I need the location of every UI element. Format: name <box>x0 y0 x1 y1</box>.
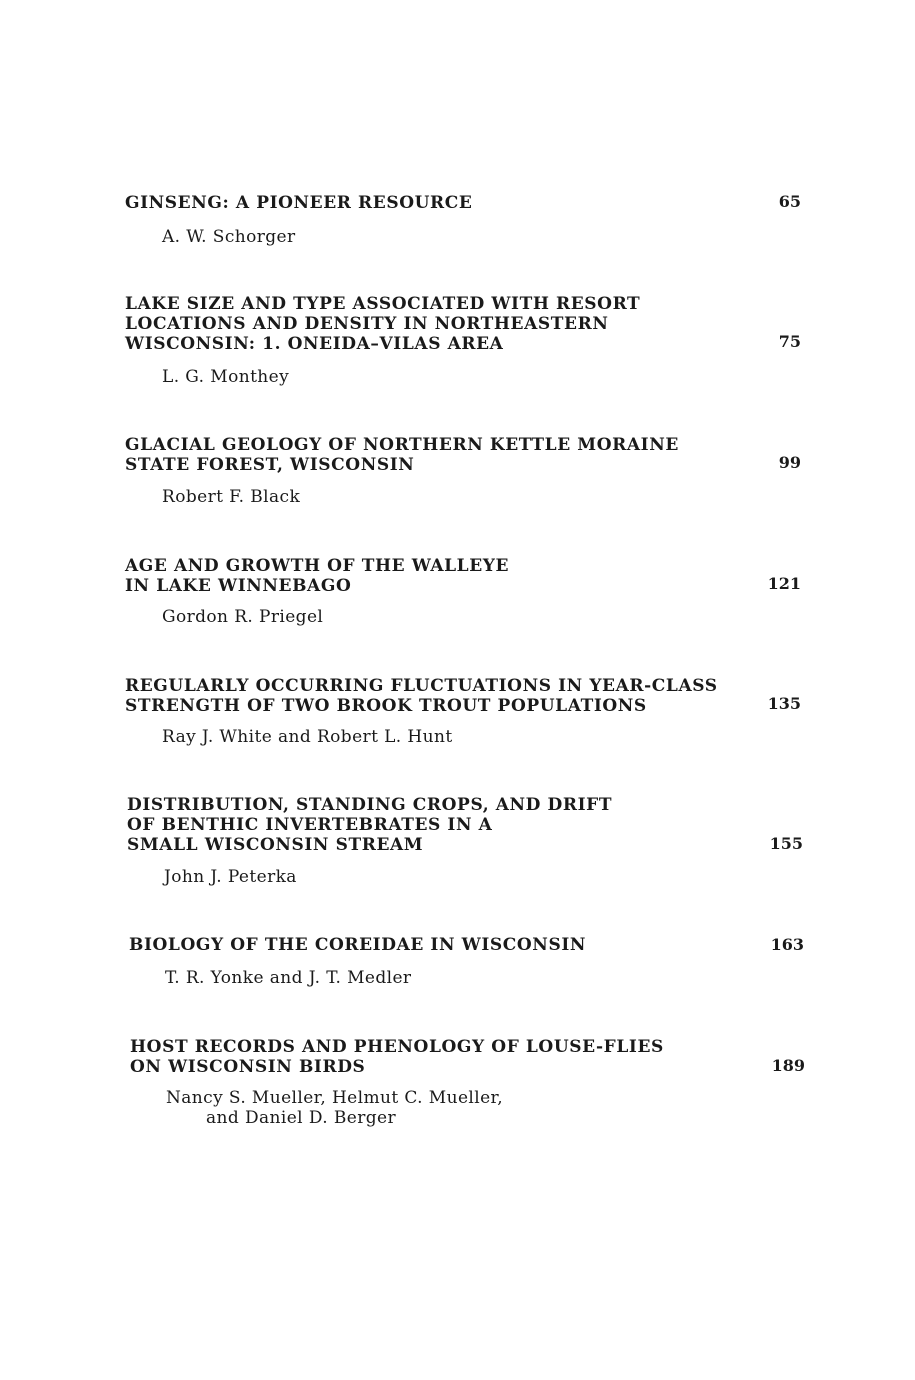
title-line: HOST RECORDS AND PHENOLOGY OF LOUSE-FLIES <box>130 1037 664 1057</box>
title-line: REGULARLY OCCURRING FLUCTUATIONS IN YEAR-CLASS <box>125 676 718 696</box>
page-number: 99 <box>778 453 801 472</box>
page-number: 135 <box>767 694 801 713</box>
page-number: 163 <box>770 935 804 954</box>
title-line: DISTRIBUTION, STANDING CROPS, AND DRIFT <box>127 795 613 815</box>
title-line: ON WISCONSIN BIRDS <box>130 1057 366 1077</box>
page-number: 65 <box>778 192 801 211</box>
author-line: and Daniel D. Berger <box>206 1108 397 1128</box>
author-line: Nancy S. Mueller, Helmut C. Mueller, <box>166 1088 504 1108</box>
author-line: Gordon R. Priegel <box>162 607 324 627</box>
author-line: Ray J. White and Robert L. Hunt <box>162 727 453 747</box>
page-number: 155 <box>769 834 803 853</box>
article-title <box>125 193 765 213</box>
article-title <box>129 935 769 955</box>
title-line: STRENGTH OF TWO BROOK TROUT POPULATIONS <box>125 696 647 716</box>
article-title <box>130 1037 770 1077</box>
title-line: WISCONSIN: 1. ONEIDA–VILAS AREA <box>125 334 504 354</box>
title-line: LAKE SIZE AND TYPE ASSOCIATED WITH RESORT <box>125 294 641 314</box>
title-line: LOCATIONS AND DENSITY IN NORTHEASTERN <box>125 314 609 334</box>
page-number: 75 <box>778 332 801 351</box>
title-line: SMALL WISCONSIN STREAM <box>127 835 424 855</box>
article-title <box>125 294 765 354</box>
title-line: STATE FOREST, WISCONSIN <box>125 455 415 475</box>
article-title <box>127 795 767 855</box>
title-line: OF BENTHIC INVERTEBRATES IN A <box>127 815 493 835</box>
title-line: GLACIAL GEOLOGY OF NORTHERN KETTLE MORAINE <box>125 435 679 455</box>
article-author <box>164 867 297 887</box>
article-title <box>125 556 765 596</box>
article-author <box>162 487 300 507</box>
article-author <box>165 968 411 988</box>
author-line: A. W. Schorger <box>162 227 296 247</box>
title-line: AGE AND GROWTH OF THE WALLEYE <box>125 556 510 576</box>
article-title <box>125 435 765 475</box>
author-line: John J. Peterka <box>164 867 297 887</box>
page-number: 121 <box>767 574 801 593</box>
title-line: BIOLOGY OF THE COREIDAE IN WISCONSIN <box>129 935 587 955</box>
page-number: 189 <box>771 1056 805 1075</box>
article-author <box>162 227 296 247</box>
article-title <box>125 676 765 716</box>
author-line: L. G. Monthey <box>162 367 290 387</box>
author-line: T. R. Yonke and J. T. Medler <box>165 968 412 988</box>
title-line: GINSENG: A PIONEER RESOURCE <box>125 193 473 213</box>
author-line: Robert F. Black <box>162 487 301 507</box>
article-author <box>162 367 289 387</box>
article-author <box>162 727 453 747</box>
article-author <box>162 607 323 627</box>
title-line: IN LAKE WINNEBAGO <box>125 576 352 596</box>
article-author <box>166 1088 503 1128</box>
